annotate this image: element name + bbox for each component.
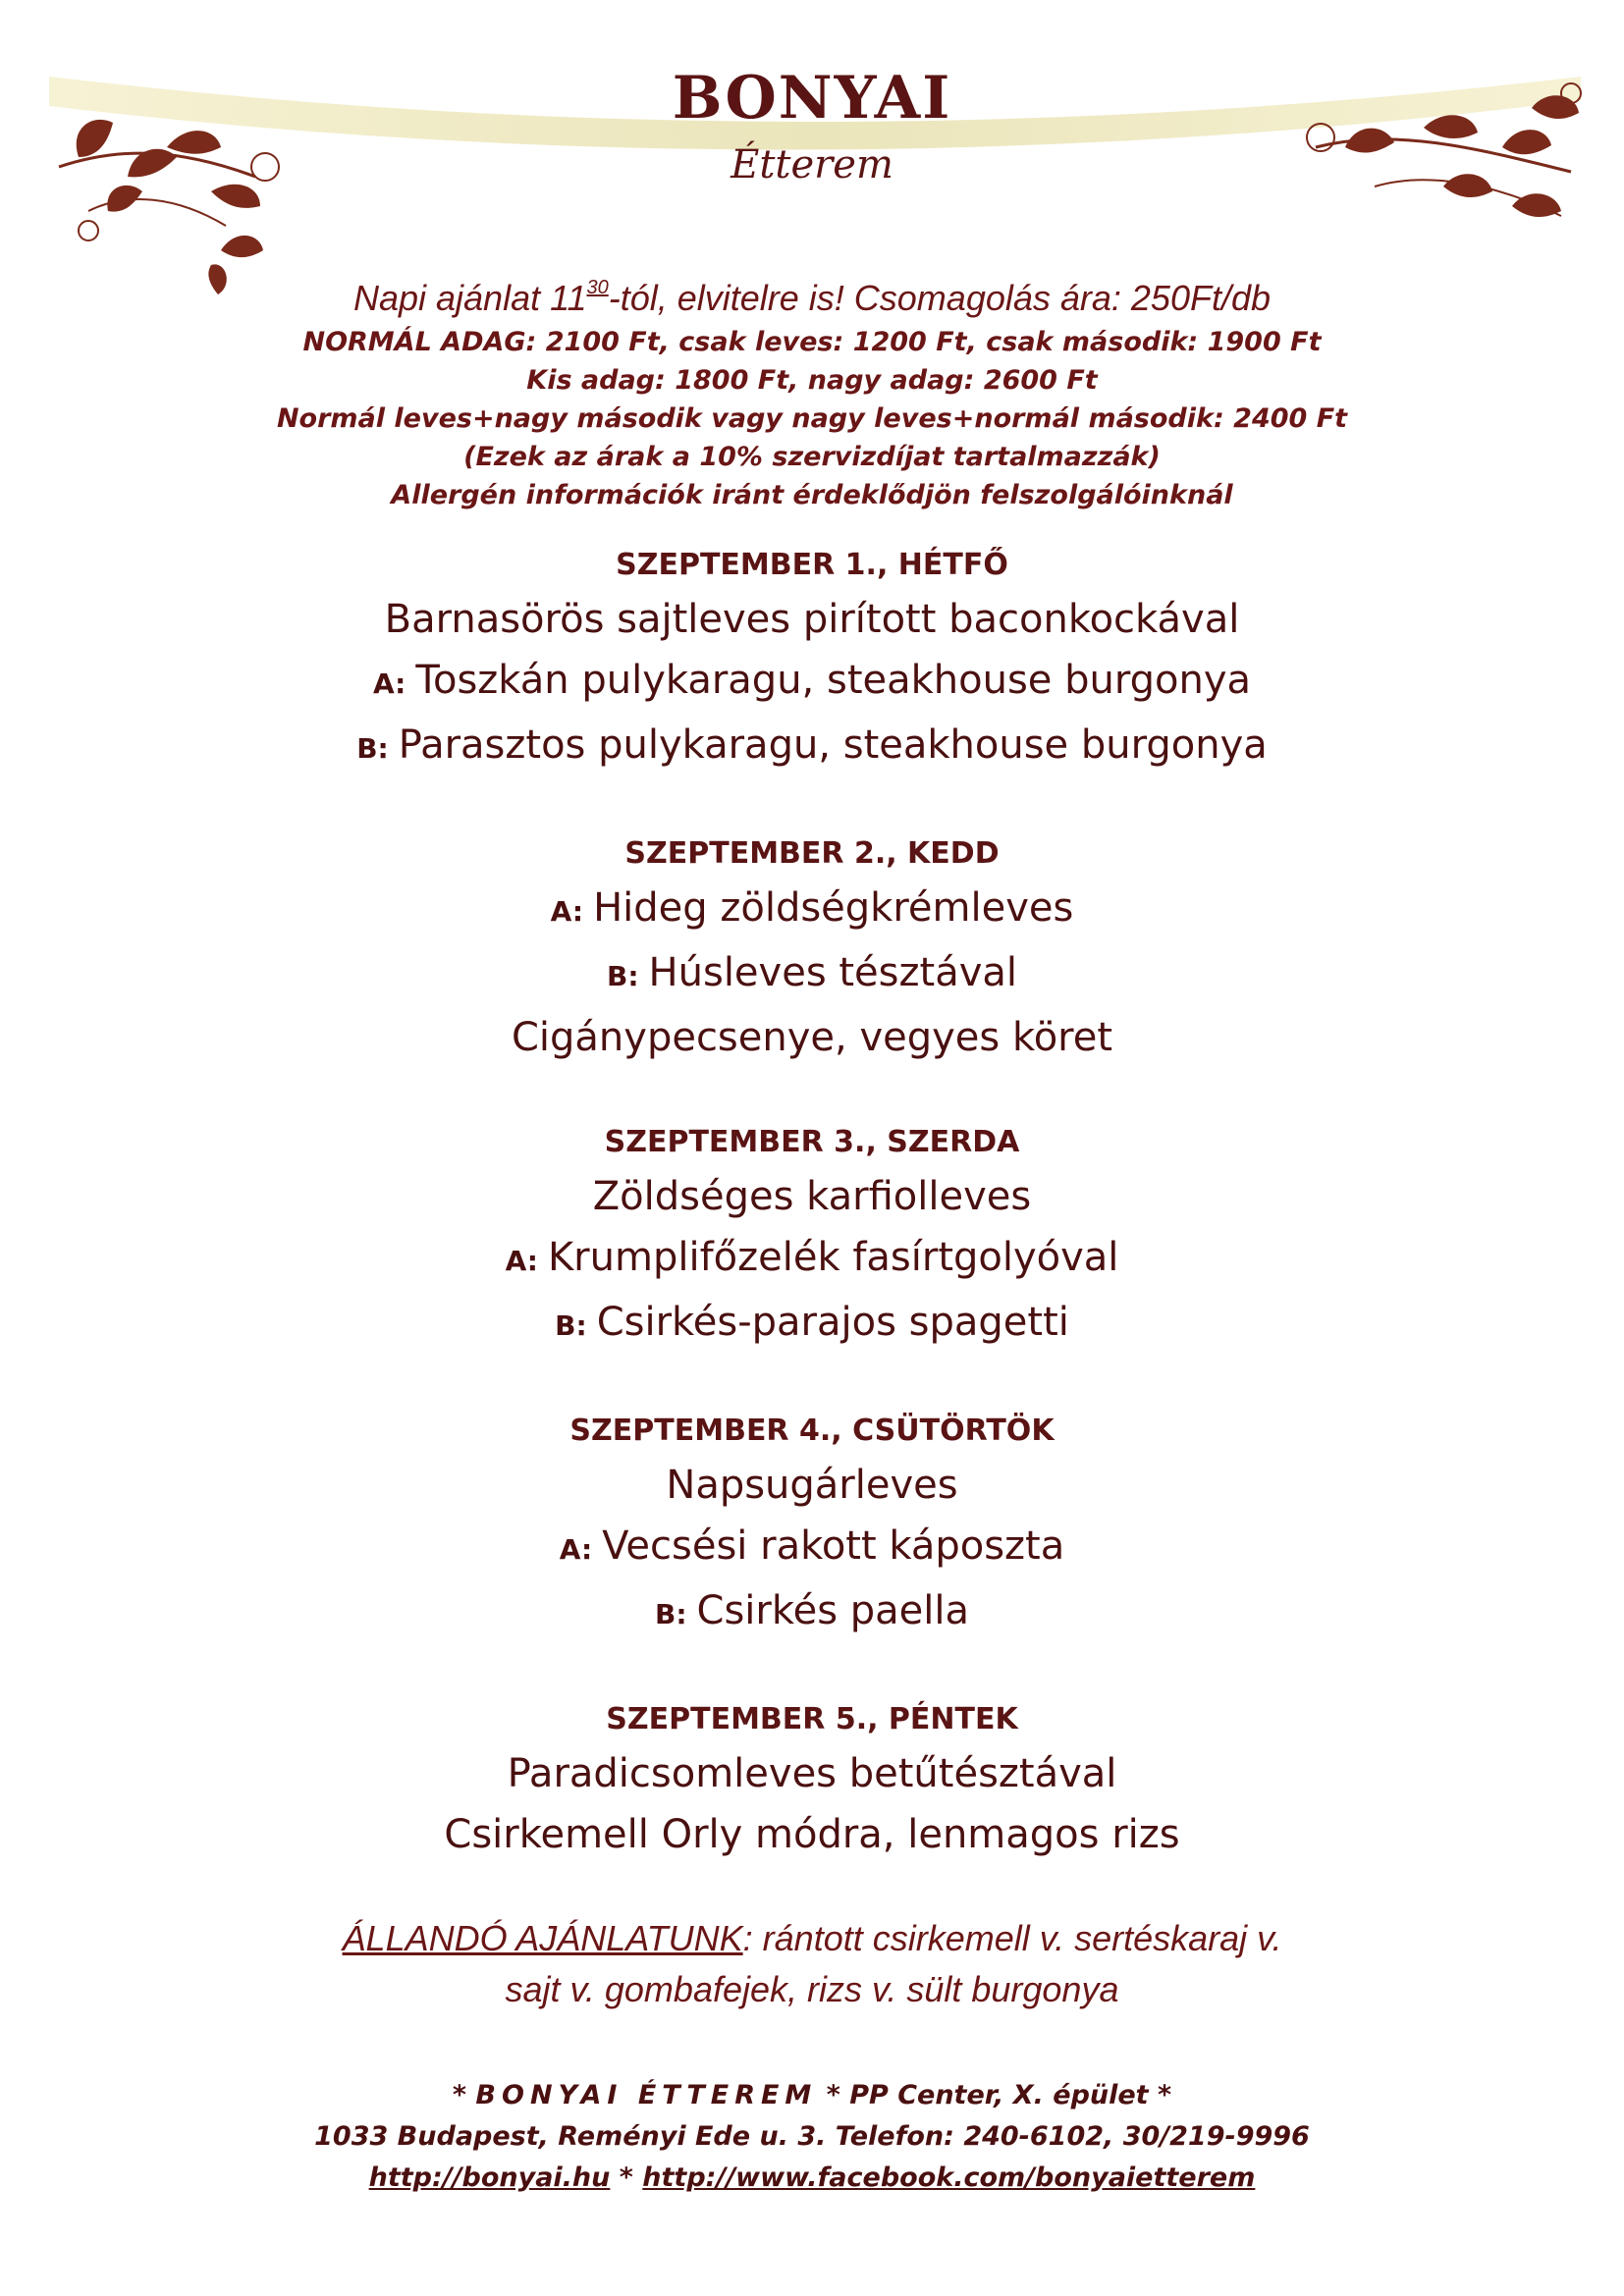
- day-thursday: [0, 1408, 1624, 1645]
- dish-text: Parasztos pulykaragu, steakhouse burgonya: [398, 722, 1268, 768]
- dish-option-label: A:: [372, 667, 406, 700]
- dish-option-label: B:: [654, 1598, 687, 1630]
- day-monday: [0, 542, 1624, 779]
- price-line: Allergén információk iránt érdeklődjön felszolgálóinknál: [391, 480, 1233, 510]
- menu-content: [0, 267, 1624, 2199]
- day-title: SZEPTEMBER 5., PÉNTEK: [606, 1702, 1018, 1736]
- intro-text-end: -tól, elvitelre is! Csomagolás ára: 250Ft/db: [608, 278, 1272, 318]
- dish-item: [0, 1166, 1624, 1227]
- price-line: Normál leves+nagy második vagy nagy leves+normál második: 2400 Ft: [276, 403, 1348, 434]
- day-title: SZEPTEMBER 3., SZERDA: [604, 1125, 1020, 1159]
- page-footer: [0, 2075, 1624, 2199]
- dish-text: Csirkés paella: [696, 1588, 970, 1633]
- intro-time-sup: 30: [586, 277, 609, 298]
- dish-item: [0, 589, 1624, 650]
- dish-text: Zöldséges karfiolleves: [592, 1174, 1032, 1219]
- restaurant-logo-subtitle: Étterem: [731, 142, 893, 187]
- dish-text: Hideg zöldségkrémleves: [593, 885, 1074, 931]
- dish-text: Vecsési rakott káposzta: [602, 1523, 1065, 1569]
- dish-option-label: B:: [555, 1309, 587, 1342]
- dish-text: Húsleves tésztával: [648, 950, 1017, 995]
- price-line: NORMÁL ADAG: 2100 Ft, csak leves: 1200 Ft, csak második: 1900 Ft: [302, 327, 1322, 357]
- standing-offer-text: : rántott csirkemell v. sertéskaraj v.: [742, 1918, 1282, 1958]
- dish-text: Napsugárleves: [666, 1463, 958, 1508]
- dish-item: [0, 1743, 1624, 1804]
- dish-item: [0, 1455, 1624, 1516]
- price-line: Kis adag: 1800 Ft, nagy adag: 2600 Ft: [526, 365, 1098, 396]
- dish-item: [0, 715, 1624, 779]
- footer-line-1: [0, 2075, 1624, 2116]
- dish-text: Csirkés-parajos spagetti: [596, 1300, 1069, 1345]
- facebook-link[interactable]: http://www.facebook.com/bonyaietterem: [642, 2163, 1256, 2193]
- day-title: SZEPTEMBER 1., HÉTFŐ: [616, 548, 1008, 582]
- dish-item: [0, 650, 1624, 715]
- restaurant-logo-name: BONYAI: [672, 64, 952, 133]
- dish-option-label: A:: [505, 1245, 538, 1277]
- day-title: SZEPTEMBER 4., CSÜTÖRTÖK: [569, 1414, 1055, 1448]
- dish-item: [0, 942, 1624, 1007]
- day-title: SZEPTEMBER 2., KEDD: [624, 836, 1000, 871]
- dish-option-label: A:: [559, 1533, 593, 1566]
- weekly-menu: [0, 542, 1624, 1865]
- dish-item: [0, 1292, 1624, 1357]
- footer-star: *: [452, 2080, 476, 2110]
- footer-links: [0, 2158, 1624, 2199]
- page-header: [0, 0, 1624, 294]
- day-tuesday: [0, 830, 1624, 1068]
- footer-address: 1033 Budapest, Reményi Ede u. 3. Telefon: 240-6102, 30/219-9996: [314, 2121, 1310, 2152]
- dish-text: Krumplifőzelék fasírtgolyóval: [547, 1235, 1119, 1280]
- standing-offer-label: ÁLLANDÓ AJÁNLATUNK: [342, 1918, 743, 1958]
- dish-text: Cigánypecsenye, vegyes köret: [511, 1015, 1113, 1060]
- footer-link-separator: *: [610, 2163, 643, 2193]
- dish-item: [0, 878, 1624, 942]
- footer-restaurant-name: BONYAI ÉTTEREM: [475, 2080, 818, 2110]
- dish-item: [0, 1227, 1624, 1292]
- dish-option-label: B:: [356, 732, 389, 765]
- dish-text: Barnasörös sajtleves pirított baconkockával: [384, 597, 1240, 642]
- dish-text: Csirkemell Orly módra, lenmagos rizs: [444, 1812, 1180, 1857]
- dish-option-label: B:: [607, 960, 639, 992]
- dish-text: Toszkán pulykaragu, steakhouse burgonya: [415, 658, 1252, 703]
- standing-offer-line: [0, 1910, 1624, 1967]
- dish-item: [0, 1804, 1624, 1865]
- dish-text: Paradicsomleves betűtésztával: [507, 1751, 1117, 1796]
- footer-location: * PP Center, X. épület *: [817, 2080, 1172, 2110]
- day-wednesday: [0, 1119, 1624, 1357]
- dish-item: [0, 1580, 1624, 1645]
- standing-offer-line2: sajt v. gombafejek, rizs v. sült burgonya: [505, 1969, 1119, 2009]
- price-line: (Ezek az árak a 10% szervizdíjat tartalmazzák): [463, 442, 1161, 472]
- intro-line: [0, 267, 1624, 323]
- dish-item: [0, 1007, 1624, 1068]
- day-friday: [0, 1696, 1624, 1865]
- website-link[interactable]: http://bonyai.hu: [368, 2163, 611, 2193]
- intro-text-start: Napi ajánlat 11: [352, 278, 587, 318]
- dish-option-label: A:: [550, 895, 584, 928]
- dish-item: [0, 1516, 1624, 1580]
